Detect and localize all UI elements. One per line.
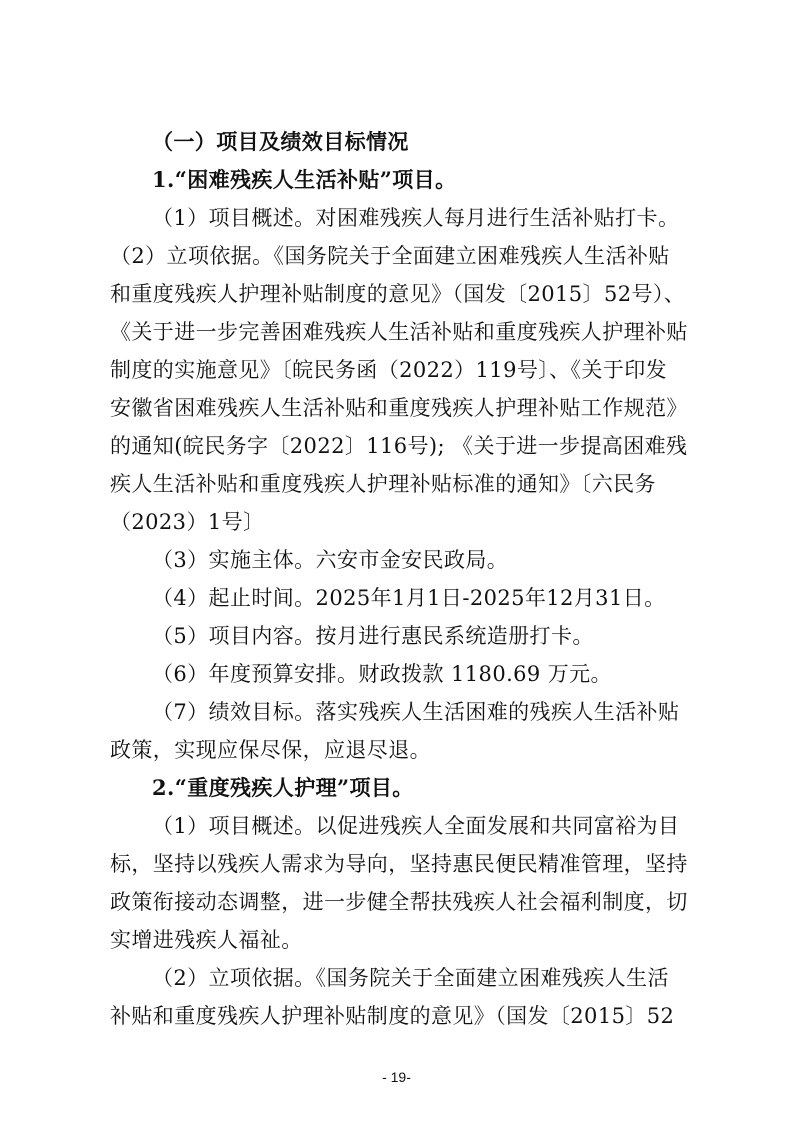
paragraph-line: （6）年度预算安排。财政拨款 1180.69 万元。 bbox=[152, 662, 612, 686]
paragraph-line: 安徽省困难残疾人生活补贴和重度残疾人护理补贴工作规范》 bbox=[110, 396, 688, 420]
paragraph-line: 疾人生活补贴和重度残疾人护理补贴标准的通知》〔六民务 bbox=[110, 472, 656, 496]
paragraph-line: 制度的实施意见》〔皖民务函（2022）119号〕、《关于印发 bbox=[110, 358, 668, 382]
paragraph-line: （7）绩效目标。落实残疾人生活困难的残疾人生活补贴 bbox=[152, 700, 680, 724]
paragraph-line: 和重度残疾人护理补贴制度的意见》（国发〔2015〕52号）、 bbox=[110, 282, 686, 306]
project-1-heading: 1.“困难残疾人生活补贴”项目。 bbox=[152, 167, 457, 192]
paragraph-line: （4）起止时间。2025年1月1日-2025年12月31日。 bbox=[152, 586, 666, 610]
paragraph-line: 《关于进一步完善困难残疾人生活补贴和重度残疾人护理补贴 bbox=[110, 320, 688, 344]
paragraph-line: （3）实施主体。六安市金安民政局。 bbox=[152, 548, 509, 572]
section-heading: （一）项目及绩效目标情况 bbox=[152, 129, 409, 154]
paragraph-line: 补贴和重度残疾人护理补贴制度的意见》（国发〔2015〕52 bbox=[110, 1004, 675, 1028]
paragraph-line: （1）项目概述。以促进残疾人全面发展和共同富裕为目 bbox=[152, 814, 680, 838]
page-number: - 19- bbox=[382, 1069, 411, 1085]
paragraph-line: （2）立项依据。《国务院关于全面建立困难残疾人生活 bbox=[152, 966, 669, 990]
paragraph-line: （5）项目内容。按月进行惠民系统造册打卡。 bbox=[152, 624, 594, 648]
project-2-heading: 2.“重度残疾人护理”项目。 bbox=[152, 775, 414, 800]
paragraph-line: 政策，实现应保尽保，应退尽退。 bbox=[110, 738, 431, 762]
paragraph-line: （1）项目概述。对困难残疾人每月进行生活补贴打卡。 bbox=[152, 206, 680, 230]
paragraph-line: （2023）1号〕 bbox=[110, 510, 265, 534]
paragraph-line: 标，坚持以残疾人需求为导向，坚持惠民便民精准管理，坚持 bbox=[110, 852, 688, 876]
paragraph-line: 的通知(皖民务字〔2022〕116号); 《关于进一步提高困难残 bbox=[110, 434, 688, 458]
paragraph-line: 实增进残疾人福祉。 bbox=[110, 928, 303, 952]
paragraph-line: 政策衔接动态调整，进一步健全帮扶残疾人社会福利制度，切 bbox=[110, 890, 688, 914]
paragraph-line: （2）立项依据。《国务院关于全面建立困难残疾人生活补贴 bbox=[110, 244, 670, 268]
